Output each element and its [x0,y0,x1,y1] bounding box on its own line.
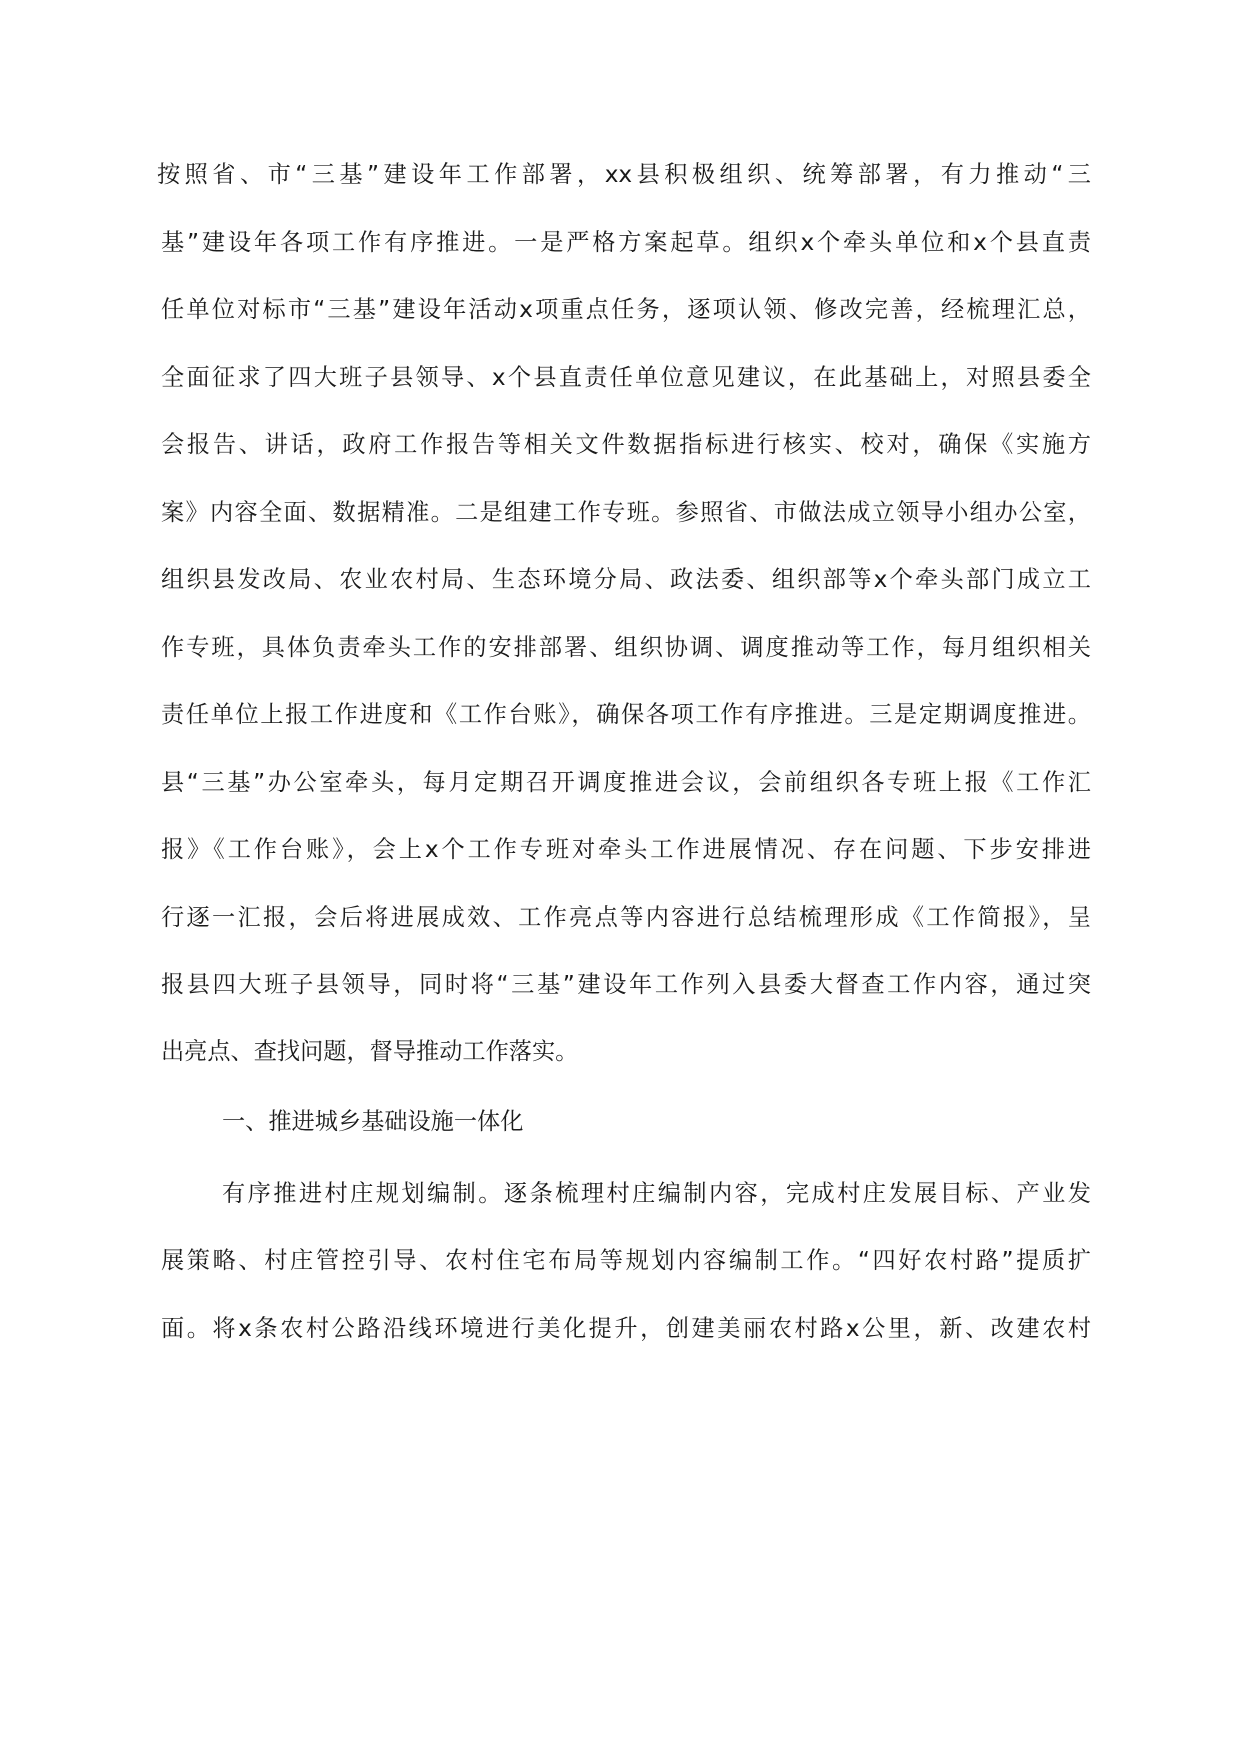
body-text-line: 全面征求了四大班子县领导、x个县直责任单位意见建议，在此基础上，对照县委全 [161,364,1091,391]
body-text-line: 基”建设年各项工作有序推进。一是严格方案起草。组织x个牵头单位和x个县直责 [161,229,1091,256]
body-text-line: 有序推进村庄规划编制。逐条梳理村庄编制内容，完成村庄发展目标、产业发 [222,1180,1091,1207]
body-text-line: 责任单位上报工作进度和《工作台账》，确保各项工作有序推进。三是定期调度推进。 [161,701,1091,728]
section-heading: 一、推进城乡基础设施一体化 [222,1108,524,1135]
body-text-line: 面。将x条农村公路沿线环境进行美化提升，创建美丽农村路x公里，新、改建农村 [161,1315,1091,1342]
body-text-line: 作专班，具体负责牵头工作的安排部署、组织协调、调度推动等工作，每月组织相关 [161,634,1091,661]
body-text-line: 按照省、市“三基”建设年工作部署，xx县积极组织、统筹部署，有力推动“三 [157,161,1091,188]
body-text-line: 案》内容全面、数据精准。二是组建工作专班。参照省、市做法成立领导小组办公室， [161,499,1091,526]
body-text-line: 会报告、讲话，政府工作报告等相关文件数据指标进行核实、校对，确保《实施方 [161,431,1091,458]
body-text-line: 任单位对标市“三基”建设年活动x项重点任务，逐项认领、修改完善，经梳理汇总， [161,296,1091,323]
body-text-line: 报》《工作台账》，会上x个工作专班对牵头工作进展情况、存在问题、下步安排进 [161,836,1091,863]
body-text-line: 展策略、村庄管控引导、农村住宅布局等规划内容编制工作。“四好农村路”提质扩 [161,1247,1091,1274]
body-text-line: 报县四大班子县领导，同时将“三基”建设年工作列入县委大督查工作内容，通过突 [161,971,1091,998]
body-text-line: 行逐一汇报，会后将进展成效、工作亮点等内容进行总结梳理形成《工作简报》，呈 [161,904,1091,931]
body-text-line: 县“三基”办公室牵头，每月定期召开调度推进会议，会前组织各专班上报《工作汇 [161,769,1091,796]
body-text-line: 出亮点、查找问题，督导推动工作落实。 [161,1038,579,1065]
body-text-line: 组织县发改局、农业农村局、生态环境分局、政法委、组织部等x个牵头部门成立工 [161,566,1091,593]
